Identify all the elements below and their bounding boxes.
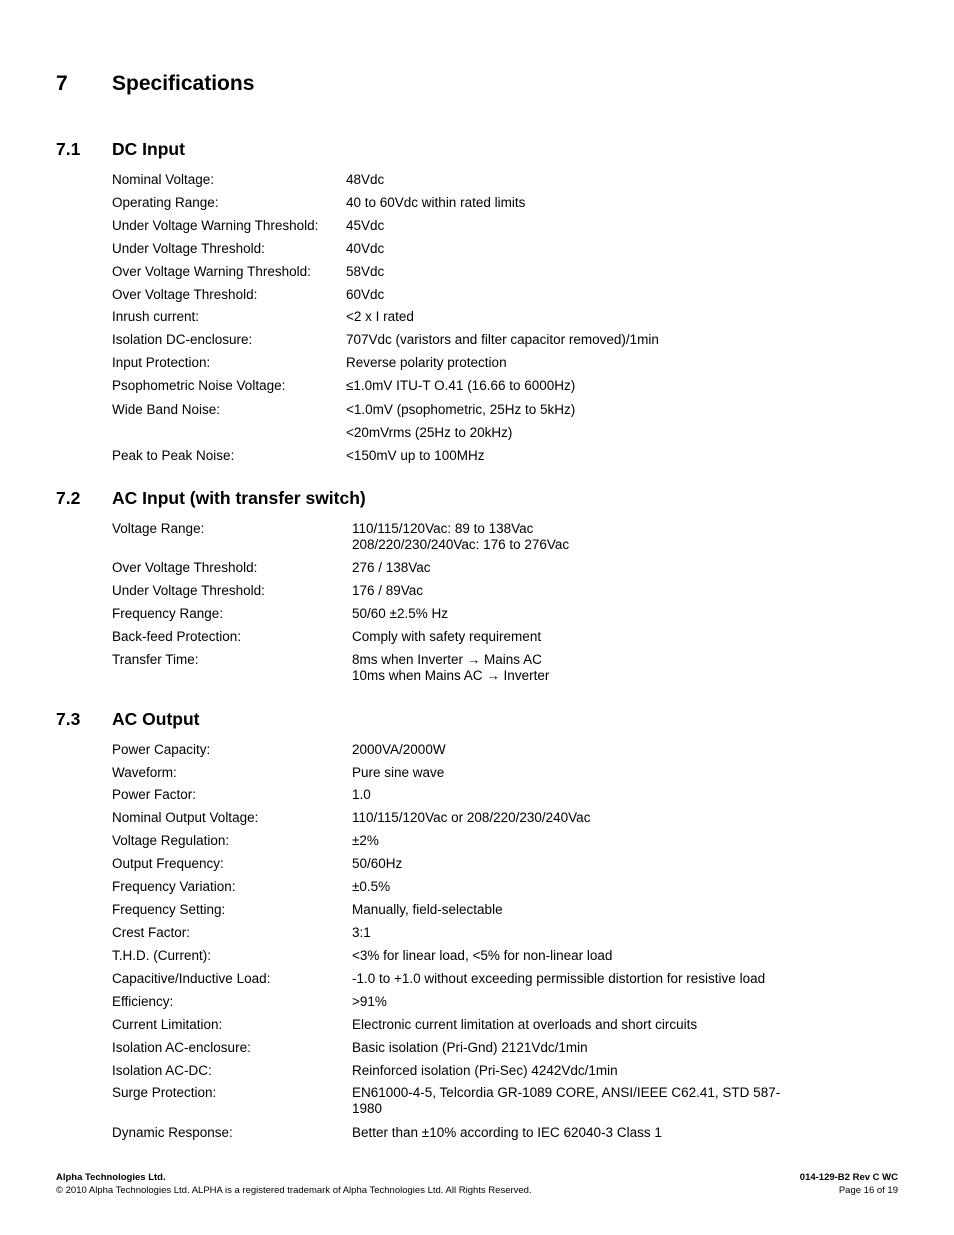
spec-label: Isolation DC-enclosure: [112,332,253,347]
section-number: 7.3 [56,709,81,729]
spec-value-line2: 10ms when Mains AC → Inverter [352,668,550,683]
spec-value: >91% [352,994,387,1009]
spec-value: ±2% [352,833,379,848]
spec-label: Power Capacity: [112,742,211,757]
spec-label: Frequency Variation: [112,879,236,894]
spec-label: Operating Range: [112,195,219,210]
spec-value: ±0.5% [352,879,391,894]
spec-label: Transfer Time: [112,652,199,667]
spec-label: Power Factor: [112,787,197,802]
spec-label: Efficiency: [112,994,174,1009]
spec-label: Voltage Regulation: [112,833,230,848]
spec-label: Over Voltage Warning Threshold: [112,264,311,279]
spec-label: Under Voltage Warning Threshold: [112,218,319,233]
spec-value: <150mV up to 100MHz [346,448,485,463]
spec-label: Waveform: [112,765,177,780]
section-title: DC Input [112,139,185,159]
section-title: AC Output [112,709,200,729]
section-title: AC Input (with transfer switch) [112,488,366,508]
spec-label: Surge Protection: [112,1085,217,1100]
spec-label: Peak to Peak Noise: [112,448,235,463]
spec-value: EN61000-4-5, Telcordia GR-1089 CORE, ANSI/IEEE C62.41, STD 587- [352,1085,781,1100]
spec-label: Under Voltage Threshold: [112,241,265,256]
spec-value: Comply with safety requirement [352,629,542,644]
spec-value: 110/115/120Vac: 89 to 138Vac [352,521,534,536]
spec-label: Isolation AC-DC: [112,1063,212,1078]
spec-label: Nominal Output Voltage: [112,810,259,825]
footer-page-number: Page 16 of 19 [838,1185,898,1196]
footer-copyright: © 2010 Alpha Technologies Ltd. ALPHA is a registered trademark of Alpha Technologies Ltd. All Rights Reserved. [56,1185,532,1196]
spec-value: 40Vdc [346,241,385,256]
spec-label: Frequency Range: [112,606,224,621]
spec-label: Crest Factor: [112,925,191,940]
spec-value: ≤1.0mV ITU-T O.41 (16.66 to 6000Hz) [346,378,576,393]
spec-value: 110/115/120Vac or 208/220/230/240Vac [352,810,591,825]
spec-value: <1.0mV (psophometric, 25Hz to 5kHz) [346,402,576,417]
spec-value: <2 x I rated [346,309,414,324]
spec-value: 45Vdc [346,218,385,233]
spec-value: 48Vdc [346,172,385,187]
chapter-title: Specifications [112,72,255,95]
spec-label: Over Voltage Threshold: [112,287,258,302]
spec-value: 8ms when Inverter → Mains AC [352,652,542,667]
spec-value: 58Vdc [346,264,385,279]
section-number: 7.1 [56,139,81,159]
spec-value: 707Vdc (varistors and filter capacitor removed)/1min [346,332,659,347]
spec-label: Frequency Setting: [112,902,226,917]
spec-label: Back-feed Protection: [112,629,242,644]
spec-value: Basic isolation (Pri-Gnd) 2121Vdc/1min [352,1040,588,1055]
section-number: 7.2 [56,488,81,508]
spec-value: 176 / 89Vac [352,583,424,598]
spec-label: Under Voltage Threshold: [112,583,265,598]
spec-label: T.H.D. (Current): [112,948,212,963]
spec-value: 50/60Hz [352,856,403,871]
spec-value: <3% for linear load, <5% for non-linear load [352,948,613,963]
spec-value: Reinforced isolation (Pri-Sec) 4242Vdc/1min [352,1063,618,1078]
spec-value: -1.0 to +1.0 without exceeding permissible distortion for resistive load [352,971,766,986]
spec-label: Inrush current: [112,309,200,324]
spec-label: Current Limitation: [112,1017,223,1032]
page-footer [56,1171,898,1197]
spec-label: Isolation AC-enclosure: [112,1040,251,1055]
spec-value: Pure sine wave [352,765,445,780]
spec-value: 1.0 [352,787,371,802]
spec-value: Manually, field-selectable [352,902,503,917]
spec-label: Capacitive/Inductive Load: [112,971,271,986]
chapter-number: 7 [56,72,68,95]
spec-label: Output Frequency: [112,856,224,871]
spec-value-line2: 1980 [352,1101,383,1116]
spec-label: Dynamic Response: [112,1125,233,1140]
spec-label: Input Protection: [112,355,211,370]
spec-value: 50/60 ±2.5% Hz [352,606,448,621]
spec-label: Psophometric Noise Voltage: [112,378,286,393]
spec-label: Voltage Range: [112,521,205,536]
footer-doc-number: 014-129-B2 Rev C WC [799,1172,898,1183]
spec-value: 40 to 60Vdc within rated limits [346,195,526,210]
spec-label: Wide Band Noise: [112,402,221,417]
spec-label: Nominal Voltage: [112,172,215,187]
spec-value: Electronic current limitation at overloads and short circuits [352,1017,698,1032]
spec-value: Better than ±10% according to IEC 62040-3 Class 1 [352,1125,662,1140]
spec-value: 3:1 [352,925,371,940]
spec-value: 2000VA/2000W [352,742,446,757]
footer-company: Alpha Technologies Ltd. [56,1172,166,1183]
spec-label: Over Voltage Threshold: [112,560,258,575]
spec-value-line2: 208/220/230/240Vac: 176 to 276Vac [352,537,570,552]
footer-right [800,1171,898,1197]
spec-value: <20mVrms (25Hz to 20kHz) [346,425,513,440]
spec-value: 276 / 138Vac [352,560,431,575]
spec-value: 60Vdc [346,287,385,302]
spec-value: Reverse polarity protection [346,355,507,370]
